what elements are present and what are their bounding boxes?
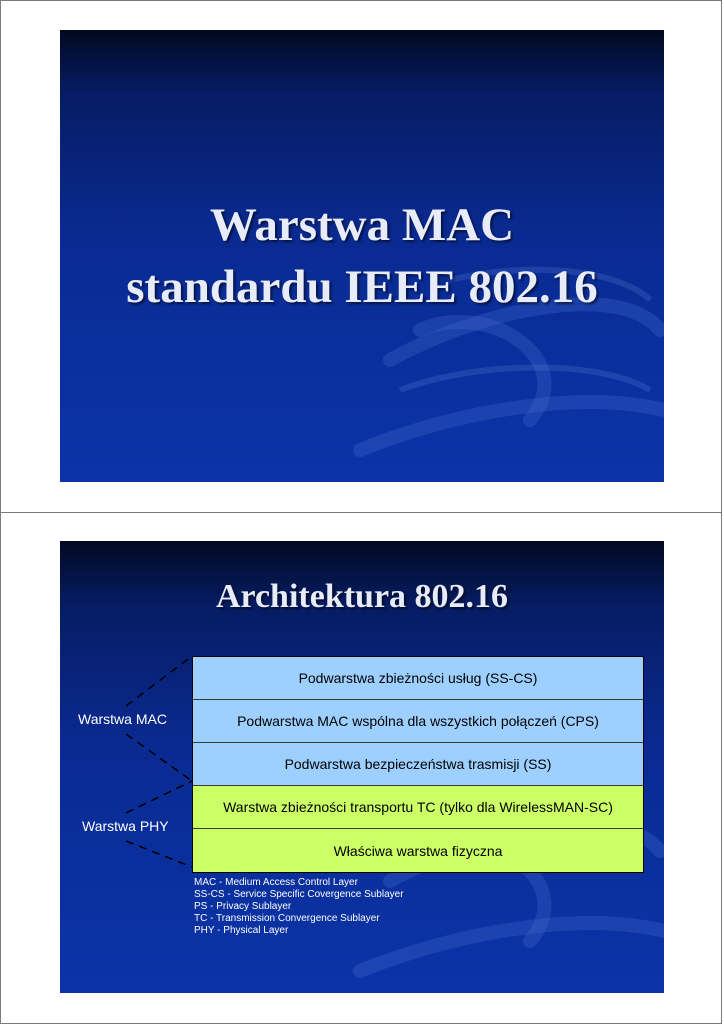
slide-2-title: Architektura 802.16 [215,578,509,615]
abbreviation-legend [194,877,404,937]
label-warstwa-mac: Warstwa MAC [78,711,167,727]
layer-stack [192,656,644,873]
slide-1-title [60,194,664,318]
title-line-2: standardu IEEE 802.16 [126,261,598,313]
layer-cps: Podwarstwa MAC wspólna dla wszystkich połączeń (CPS) [193,700,643,743]
legend-item: PHY - Physical Layer [194,925,289,936]
layer-ss: Podwarstwa bezpieczeństwa trasmisji (SS) [193,743,643,786]
legend-item: TC - Transmission Convergence Sublayer [194,913,380,924]
layer-physical: Właściwa warstwa fizyczna [193,829,643,872]
layer-ss-cs: Podwarstwa zbieżności usług (SS-CS) [193,657,643,700]
label-warstwa-phy: Warstwa PHY [82,818,169,834]
slide-title [60,30,664,482]
slide-architecture [60,541,664,993]
legend-item: SS-CS - Service Specific Covergence Sublayer [194,889,404,900]
legend-item: MAC - Medium Access Control Layer [194,877,358,888]
layer-tc: Warstwa zbieżności transportu TC (tylko dla WirelessMAN-SC) [193,786,643,829]
title-line-1: Warstwa MAC [209,199,515,251]
legend-item: PS - Privacy Sublayer [194,901,292,912]
